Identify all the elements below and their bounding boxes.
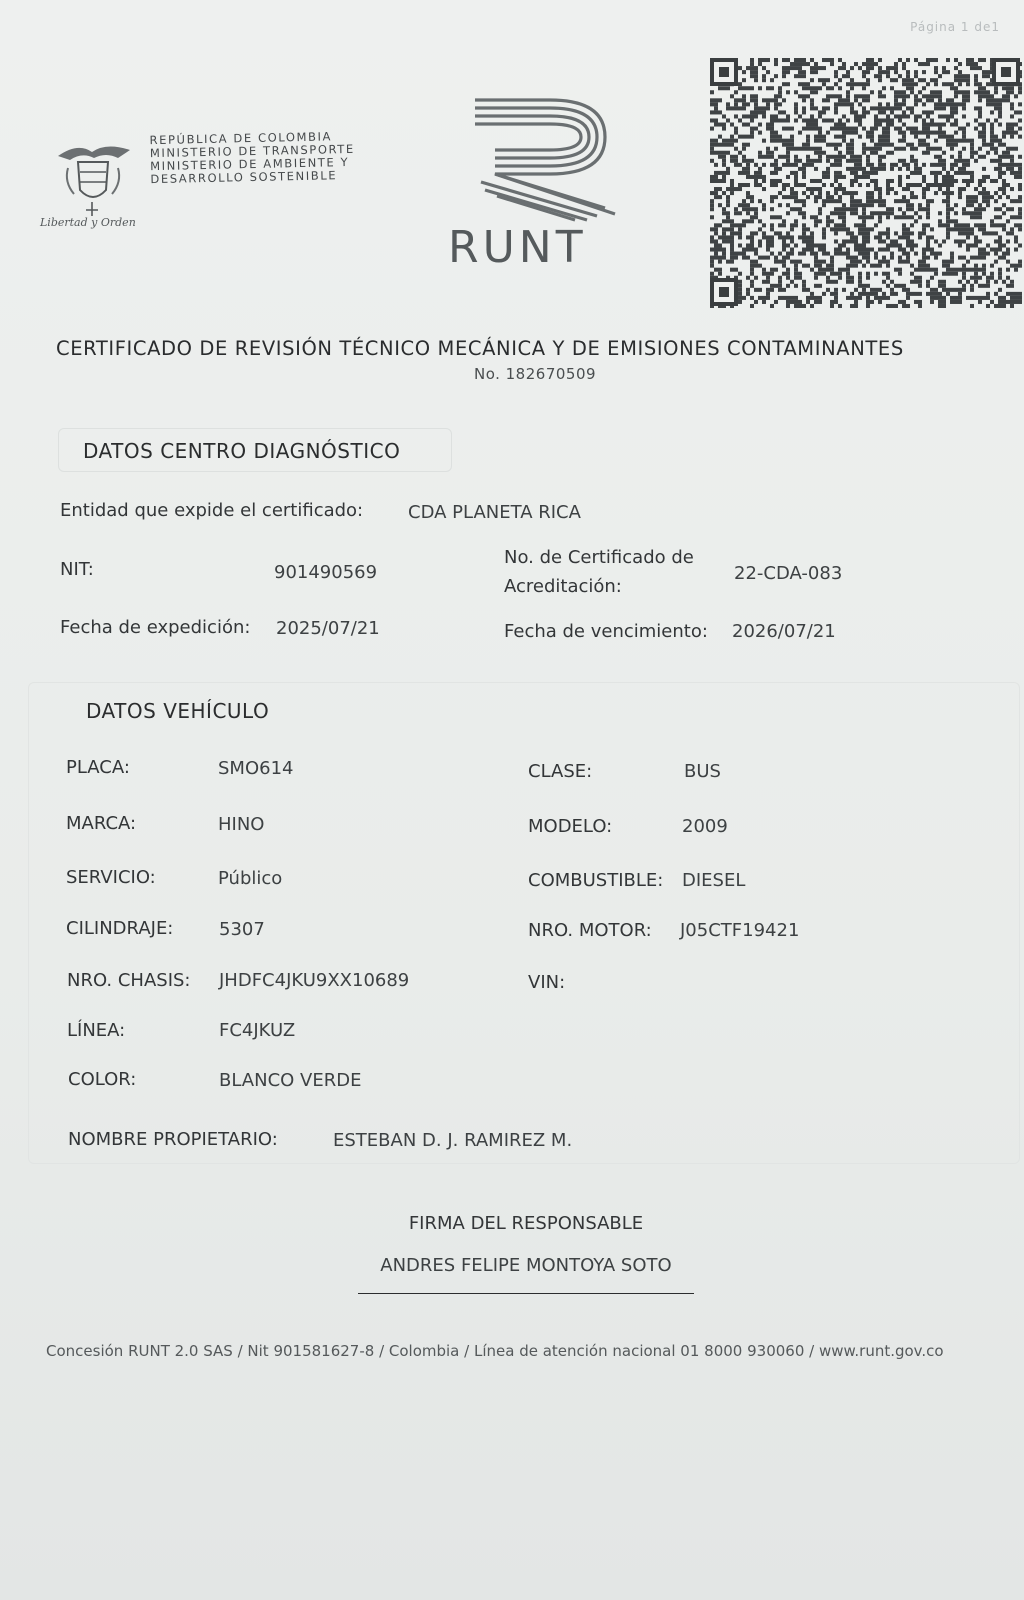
clase-value: BUS [684,761,721,782]
vehicle-section-box [28,682,1020,1164]
acreditacion-label: No. de Certificado de Acreditación: [504,547,694,597]
propietario-value: ESTEBAN D. J. RAMIREZ M. [333,1130,573,1151]
combustible-label: COMBUSTIBLE: [528,870,664,891]
cilindraje-value: 5307 [219,919,265,940]
placa-value: SMO614 [218,758,294,779]
ministry-line: MINISTERIO DE AMBIENTE Y [150,154,350,174]
chasis-value: JHDFC4JKU9XX10689 [219,970,410,991]
chasis-label: NRO. CHASIS: [67,970,191,991]
vin-label: VIN: [528,972,566,993]
runt-logo-text: RUNT [448,222,587,273]
servicio-value: Público [218,868,283,889]
cilindraje-label: CILINDRAJE: [66,918,174,939]
ministry-line: REPÚBLICA DE COLOMBIA [149,129,333,148]
section-title-centro: DATOS CENTRO DIAGNÓSTICO [83,439,401,463]
clase-label: CLASE: [528,761,593,782]
marca-label: MARCA: [66,813,137,834]
page-number: Página 1 de1 [910,20,1000,34]
combustible-value: DIESEL [682,870,746,891]
modelo-value: 2009 [682,816,728,837]
fecha-vencimiento-value: 2026/07/21 [732,621,836,642]
footer-text: Concesión RUNT 2.0 SAS / Nit 901581627-8 / Colombia / Línea de atención nacional 01 8000 930060 / www.runt.gov.co [46,1342,944,1360]
signature-line [358,1293,694,1294]
firma-label: FIRMA DEL RESPONSABLE [408,1213,644,1234]
document-title: CERTIFICADO DE REVISIÓN TÉCNICO MECÁNICA Y DE EMISIONES CONTAMINANTES [56,337,904,360]
ministries-header [149,130,355,186]
entidad-label: Entidad que expide el certificado: [60,500,364,521]
marca-value: HINO [218,814,265,835]
linea-label: LÍNEA: [67,1020,126,1041]
certificate-number: No. 182670509 [473,365,597,383]
fecha-expedicion-label: Fecha de expedición: [60,617,251,638]
propietario-label: NOMBRE PROPIETARIO: [68,1129,278,1150]
section-title-vehiculo: DATOS VEHÍCULO [86,699,270,723]
ministry-line: DESARROLLO SOSTENIBLE [150,168,338,187]
nit-label: NIT: [60,559,94,580]
servicio-label: SERVICIO: [66,867,156,888]
color-value: BLANCO VERDE [219,1070,362,1091]
fecha-expedicion-value: 2025/07/21 [276,618,380,639]
entidad-value: CDA PLANETA RICA [408,502,581,523]
modelo-label: MODELO: [528,816,613,837]
placa-label: PLACA: [66,757,130,778]
firma-name: ANDRES FELIPE MONTOYA SOTO [380,1255,672,1276]
coat-of-arms-icon [48,138,138,218]
acreditacion-value: 22-CDA-083 [734,563,843,584]
motor-label: NRO. MOTOR: [528,920,652,941]
nit-value: 901490569 [274,562,378,583]
fecha-vencimiento-label: Fecha de vencimiento: [504,621,708,642]
ministry-line: MINISTERIO DE TRANSPORTE [149,141,355,161]
qr-code [710,58,1022,308]
color-label: COLOR: [68,1069,137,1090]
motto: Libertad y Orden [40,216,136,229]
motor-value: J05CTF19421 [680,920,800,941]
linea-value: FC4JKUZ [219,1020,296,1041]
